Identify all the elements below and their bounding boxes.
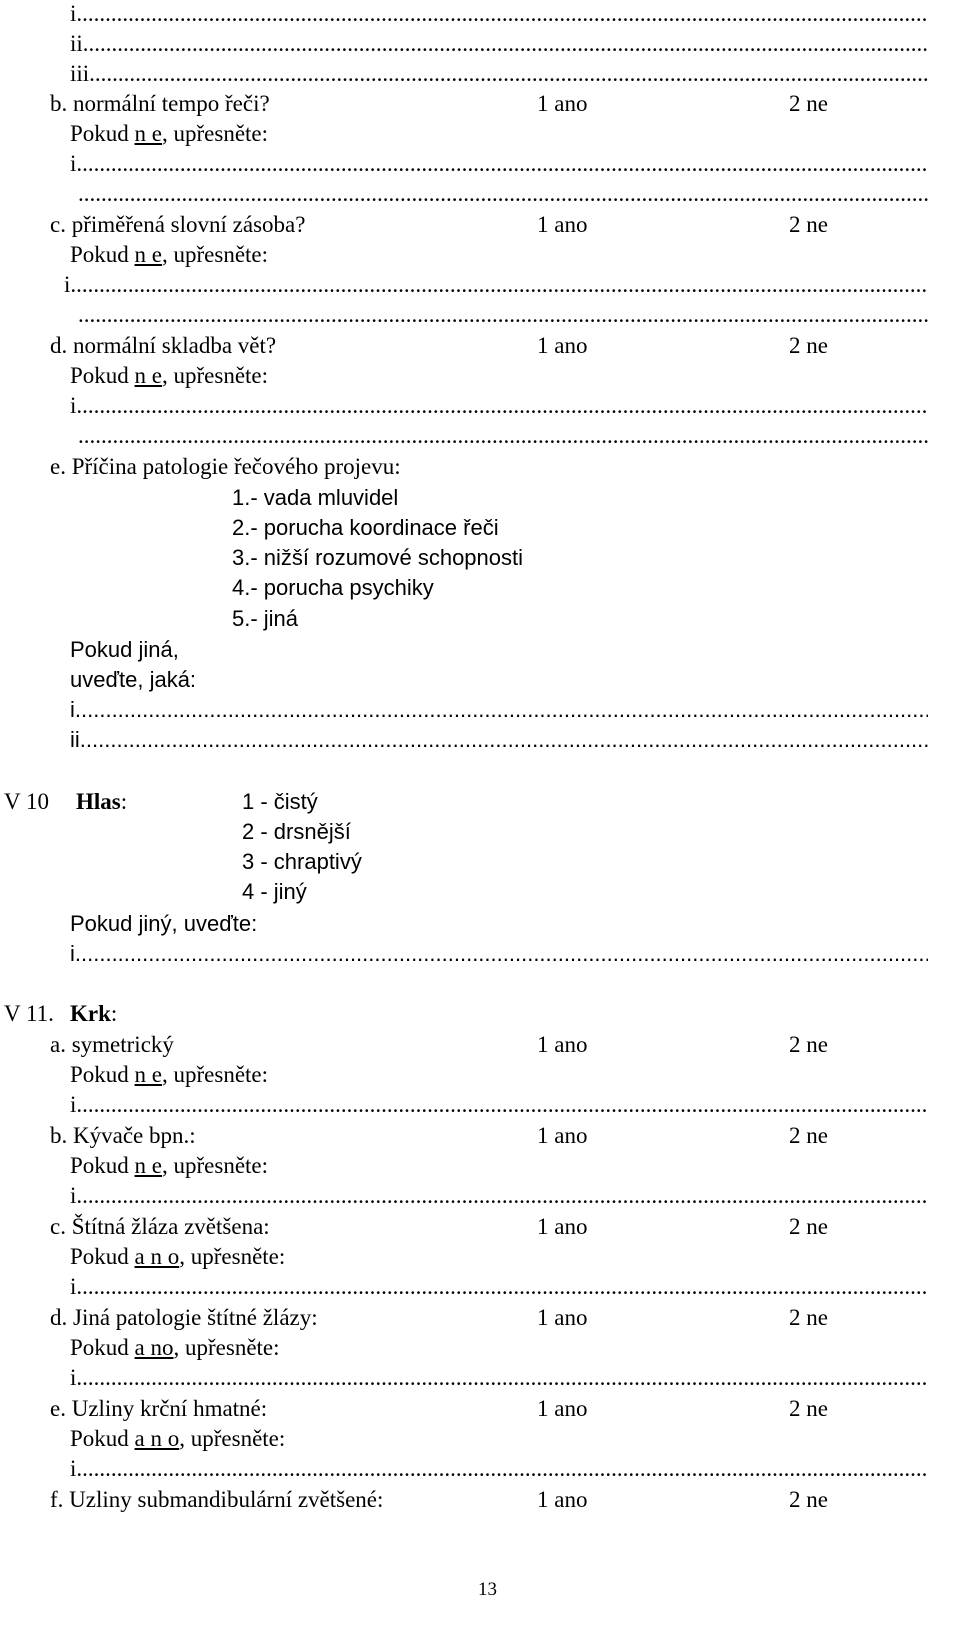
neck-item-a: a. symetrický <box>50 1032 174 1057</box>
section-v11-title: Krk: <box>70 1001 118 1026</box>
specify-prompt: Pokud n e, upřesněte: <box>70 1062 269 1087</box>
neck-item-f: f. Uzliny submandibulární zvětšené: <box>50 1487 384 1512</box>
answer-line-i[interactable]: i ..... <box>70 1455 928 1483</box>
option-yes[interactable]: 1 ano <box>537 1032 588 1057</box>
neck-item-c: c. Štítná žláza zvětšena: <box>50 1214 270 1239</box>
section-v11-number: V 11. <box>4 1001 54 1026</box>
answer-line-i[interactable]: i ..... <box>70 150 928 178</box>
section-v10-title: Hlas: <box>76 789 128 814</box>
neck-item-b: b. Kývače bpn.: <box>50 1123 196 1148</box>
option-no[interactable]: 2 ne <box>789 333 828 358</box>
option-yes[interactable]: 1 ano <box>537 1305 588 1330</box>
option-no[interactable]: 2 ne <box>789 1032 828 1057</box>
voice-other-prompt: Pokud jiný, uveďte: <box>70 911 258 936</box>
item-e-cause: e. Příčina patologie řečového projevu: <box>50 454 401 479</box>
answer-line-i[interactable]: i ..... <box>70 940 928 968</box>
answer-line[interactable] <box>78 301 928 329</box>
cause-option-2[interactable]: 2.- porucha koordinace řeči <box>232 515 499 540</box>
option-yes[interactable]: 1 ano <box>537 212 588 237</box>
option-no[interactable]: 2 ne <box>789 91 828 116</box>
option-no[interactable]: 2 ne <box>789 1305 828 1330</box>
option-yes[interactable]: 1 ano <box>537 1214 588 1239</box>
item-d-syntax: d. normální skladba vět? <box>50 333 277 358</box>
answer-line-i[interactable]: i ..... <box>70 392 928 420</box>
answer-line-i[interactable]: i ..... <box>70 1182 928 1210</box>
specify-prompt: Pokud a n o, upřesněte: <box>70 1244 286 1269</box>
option-no[interactable]: 2 ne <box>789 1487 828 1512</box>
option-no[interactable]: 2 ne <box>789 1396 828 1421</box>
cause-other-prompt-2: uveďte, jaká: <box>70 667 197 692</box>
specify-prompt: Pokud a n o, upřesněte: <box>70 1426 286 1451</box>
cause-other-prompt-1: Pokud jiná, <box>70 637 179 662</box>
answer-line-i[interactable]: i ..... <box>70 696 928 724</box>
cause-option-1[interactable]: 1.- vada mluvidel <box>232 485 399 510</box>
specify-prompt: Pokud a no, upřesněte: <box>70 1335 280 1360</box>
option-yes[interactable]: 1 ano <box>537 1487 588 1512</box>
cause-option-3[interactable]: 3.- nižší rozumové schopnosti <box>232 545 524 570</box>
voice-option-4[interactable]: 4 - jiný <box>242 879 307 904</box>
cause-option-5[interactable]: 5.- jiná <box>232 606 299 631</box>
option-no[interactable]: 2 ne <box>789 1123 828 1148</box>
specify-prompt: Pokud n e, upřesněte: <box>70 1153 269 1178</box>
page-number: 13 <box>478 1579 497 1600</box>
item-c-vocabulary: c. přiměřená slovní zásoba? <box>50 212 306 237</box>
option-yes[interactable]: 1 ano <box>537 91 588 116</box>
item-b-tempo: b. normální tempo řeči? <box>50 91 270 116</box>
option-yes[interactable]: 1 ano <box>537 333 588 358</box>
answer-line-i[interactable]: i ..... <box>70 1273 928 1301</box>
option-no[interactable]: 2 ne <box>789 212 828 237</box>
answer-line-i[interactable]: i ..... <box>64 271 928 299</box>
option-yes[interactable]: 1 ano <box>537 1123 588 1148</box>
answer-line-i[interactable]: i ..... <box>70 1091 928 1119</box>
answer-line-ii[interactable]: ii ..... <box>70 30 928 58</box>
option-no[interactable]: 2 ne <box>789 1214 828 1239</box>
answer-line[interactable] <box>78 422 928 450</box>
answer-line-ii[interactable]: ii ..... <box>70 726 928 754</box>
voice-option-2[interactable]: 2 - drsnější <box>242 819 351 844</box>
specify-prompt: Pokud n e, upřesněte: <box>70 121 269 146</box>
neck-item-d: d. Jiná patologie štítné žlázy: <box>50 1305 318 1330</box>
section-v10-number: V 10 <box>4 789 49 814</box>
specify-prompt: Pokud n e, upřesněte: <box>70 363 269 388</box>
answer-line[interactable] <box>78 180 928 208</box>
answer-line-i[interactable]: i ..... <box>70 1364 928 1392</box>
cause-option-4[interactable]: 4.- porucha psychiky <box>232 575 434 600</box>
voice-option-1[interactable]: 1 - čistý <box>242 789 318 814</box>
answer-line-i[interactable]: i ..... <box>70 0 928 28</box>
specify-prompt: Pokud n e, upřesněte: <box>70 242 269 267</box>
option-yes[interactable]: 1 ano <box>537 1396 588 1421</box>
neck-item-e: e. Uzliny krční hmatné: <box>50 1396 268 1421</box>
answer-line-iii[interactable]: iii ..... <box>70 60 928 88</box>
voice-option-3[interactable]: 3 - chraptivý <box>242 849 362 874</box>
